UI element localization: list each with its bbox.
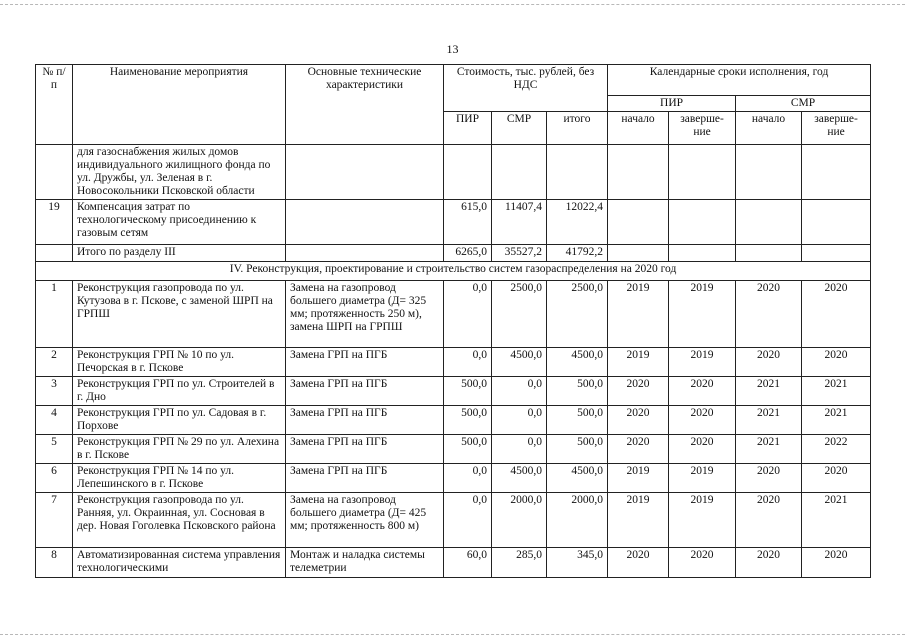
cell-pir-end: 2020 — [669, 406, 736, 435]
cell-smr-end: 2022 — [802, 435, 871, 464]
cell-smr-end: 2021 — [802, 377, 871, 406]
table-row — [36, 548, 871, 578]
cell-num: 5 — [36, 435, 73, 464]
header-terms-pir: ПИР — [608, 96, 736, 112]
cell-num: 3 — [36, 377, 73, 406]
projects-table — [35, 64, 871, 578]
cell-name: Автоматизированная система управления технологическими — [73, 548, 286, 578]
cell-pir-end: 2020 — [669, 435, 736, 464]
cell-smr-start: 2020 — [736, 493, 802, 548]
header-cost-total: итого — [547, 112, 608, 145]
header-name: Наименование мероприятия — [73, 65, 286, 145]
cell-smr-end — [802, 145, 871, 200]
cell-num: 6 — [36, 464, 73, 493]
cell-smr-start: 2020 — [736, 548, 802, 578]
cell-smr-start: 2020 — [736, 281, 802, 348]
cell-tech — [286, 200, 444, 245]
cell-pir-start: 2020 — [608, 435, 669, 464]
cell-pir: 500,0 — [444, 435, 492, 464]
cell-name: Реконструкция газопровода по ул. Ранняя, ул. Окраинная, ул. Сосновая в дер. Новая Гоголевка Псковского района — [73, 493, 286, 548]
cell-name: Реконструкция ГРП по ул. Строителей в г. Дно — [73, 377, 286, 406]
cell-smr: 0,0 — [492, 435, 547, 464]
cell-smr-end — [802, 200, 871, 245]
header-terms-smr: СМР — [736, 96, 871, 112]
cell-pir-end — [669, 145, 736, 200]
cell-tech: Замена на газопровод большего диаметра (Д= 425 мм; протяженность 800 м) — [286, 493, 444, 548]
cell-smr-start — [736, 145, 802, 200]
cell-smr-start — [736, 200, 802, 245]
cell-total: 2000,0 — [547, 493, 608, 548]
cell-smr: 11407,4 — [492, 200, 547, 245]
cell-pir: 6265,0 — [444, 245, 492, 262]
header-smr-end: заверше-ние — [802, 112, 871, 145]
cell-pir-end: 2019 — [669, 348, 736, 377]
cell-pir: 0,0 — [444, 281, 492, 348]
cell-tech: Замена ГРП на ПГБ — [286, 435, 444, 464]
cell-smr-start: 2021 — [736, 406, 802, 435]
table-row — [36, 435, 871, 464]
cell-pir-end: 2019 — [669, 281, 736, 348]
table-row — [36, 377, 871, 406]
cell-smr: 2000,0 — [492, 493, 547, 548]
cell-total: 4500,0 — [547, 464, 608, 493]
cell-pir-start: 2019 — [608, 464, 669, 493]
cell-name: Реконструкция газопровода по ул. Кутузова в г. Пскове, с заменой ШРП на ГРПШ — [73, 281, 286, 348]
cell-pir-start: 2020 — [608, 548, 669, 578]
cell-num: 19 — [36, 200, 73, 245]
cell-smr-end: 2021 — [802, 493, 871, 548]
header-smr-start: начало — [736, 112, 802, 145]
cell-num — [36, 245, 73, 262]
cell-num: 7 — [36, 493, 73, 548]
cell-name: Итого по разделу III — [73, 245, 286, 262]
cell-total: 2500,0 — [547, 281, 608, 348]
cell-smr-start: 2020 — [736, 464, 802, 493]
cell-smr: 2500,0 — [492, 281, 547, 348]
header-cost: Стоимость, тыс. рублей, без НДС — [444, 65, 608, 112]
cell-name: Реконструкция ГРП № 10 по ул. Печорская в г. Пскове — [73, 348, 286, 377]
cell-smr-end: 2020 — [802, 464, 871, 493]
cell-smr: 4500,0 — [492, 348, 547, 377]
cell-smr-end: 2020 — [802, 281, 871, 348]
cell-smr-end: 2020 — [802, 548, 871, 578]
header-cost-pir: ПИР — [444, 112, 492, 145]
cell-tech: Замена ГРП на ПГБ — [286, 464, 444, 493]
table-row — [36, 348, 871, 377]
cell-smr-start: 2021 — [736, 377, 802, 406]
scan-edge-top — [0, 4, 905, 5]
cell-tech: Замена на газопровод большего диаметра (Д= 325 мм; протяженность 250 м), замена ШРП на ГРПШ — [286, 281, 444, 348]
cell-pir-end — [669, 200, 736, 245]
header-num: № п/п — [36, 65, 73, 145]
cell-pir-start: 2020 — [608, 377, 669, 406]
cell-smr-end: 2021 — [802, 406, 871, 435]
table-row — [36, 145, 871, 200]
cell-pir: 615,0 — [444, 200, 492, 245]
cell-pir: 500,0 — [444, 377, 492, 406]
cell-num: 4 — [36, 406, 73, 435]
cell-smr-end: 2020 — [802, 348, 871, 377]
header-terms: Календарные сроки исполнения, год — [608, 65, 871, 96]
cell-pir-start — [608, 145, 669, 200]
cell-name: Реконструкция ГРП по ул. Садовая в г. Порхове — [73, 406, 286, 435]
cell-pir-end — [669, 245, 736, 262]
cell-num: 2 — [36, 348, 73, 377]
cell-smr-start: 2020 — [736, 348, 802, 377]
cell-total: 500,0 — [547, 435, 608, 464]
cell-total: 41792,2 — [547, 245, 608, 262]
cell-pir: 0,0 — [444, 348, 492, 377]
cell-pir-start: 2020 — [608, 406, 669, 435]
cell-total: 345,0 — [547, 548, 608, 578]
cell-pir: 60,0 — [444, 548, 492, 578]
cell-smr: 0,0 — [492, 406, 547, 435]
cell-total: 500,0 — [547, 377, 608, 406]
cell-tech — [286, 145, 444, 200]
cell-smr: 0,0 — [492, 377, 547, 406]
section-title: IV. Реконструкция, проектирование и строительство систем газораспределения на 2020 год — [36, 262, 871, 281]
cell-name: Компенсация затрат по технологическому присоединению к газовым сетям — [73, 200, 286, 245]
page-number: 13 — [446, 42, 459, 56]
cell-name: Реконструкция ГРП № 14 по ул. Лепешинского в г. Пскове — [73, 464, 286, 493]
cell-pir-end: 2020 — [669, 548, 736, 578]
section-total-row — [36, 245, 871, 262]
cell-tech: Монтаж и наладка системы телеметрии — [286, 548, 444, 578]
cell-pir-end: 2019 — [669, 464, 736, 493]
cell-num: 8 — [36, 548, 73, 578]
cell-pir-start: 2019 — [608, 281, 669, 348]
cell-tech: Замена ГРП на ПГБ — [286, 377, 444, 406]
cell-pir-start: 2019 — [608, 493, 669, 548]
cell-tech — [286, 245, 444, 262]
table-row — [36, 281, 871, 348]
table-row — [36, 200, 871, 245]
cell-smr: 285,0 — [492, 548, 547, 578]
cell-pir: 0,0 — [444, 493, 492, 548]
cell-pir: 500,0 — [444, 406, 492, 435]
cell-name: Реконструкция ГРП № 29 по ул. Алехина в г. Пскове — [73, 435, 286, 464]
section-title-row — [36, 262, 871, 281]
cell-tech: Замена ГРП на ПГБ — [286, 406, 444, 435]
table-row — [36, 464, 871, 493]
table-row — [36, 493, 871, 548]
cell-pir — [444, 145, 492, 200]
table-row — [36, 406, 871, 435]
cell-pir-start: 2019 — [608, 348, 669, 377]
cell-smr-end — [802, 245, 871, 262]
cell-total: 500,0 — [547, 406, 608, 435]
cell-smr-start: 2021 — [736, 435, 802, 464]
cell-pir-start — [608, 245, 669, 262]
cell-pir: 0,0 — [444, 464, 492, 493]
cell-smr-start — [736, 245, 802, 262]
header-pir-end: заверше-ние — [669, 112, 736, 145]
cell-total — [547, 145, 608, 200]
header-pir-start: начало — [608, 112, 669, 145]
cell-pir-end: 2020 — [669, 377, 736, 406]
cell-num — [36, 145, 73, 200]
header-cost-smr: СМР — [492, 112, 547, 145]
cell-smr: 35527,2 — [492, 245, 547, 262]
scan-edge-bottom — [0, 634, 905, 635]
header-tech: Основные технические характеристики — [286, 65, 444, 145]
cell-tech: Замена ГРП на ПГБ — [286, 348, 444, 377]
cell-total: 12022,4 — [547, 200, 608, 245]
cell-pir-start — [608, 200, 669, 245]
cell-pir-end: 2019 — [669, 493, 736, 548]
cell-smr: 4500,0 — [492, 464, 547, 493]
cell-name: для газоснабжения жилых домов индивидуального жилищного фонда по ул. Дружбы, ул. Зеленая в г. Новосокольники Псковской области — [73, 145, 286, 200]
cell-num: 1 — [36, 281, 73, 348]
cell-total: 4500,0 — [547, 348, 608, 377]
cell-smr — [492, 145, 547, 200]
table-header — [36, 65, 871, 145]
